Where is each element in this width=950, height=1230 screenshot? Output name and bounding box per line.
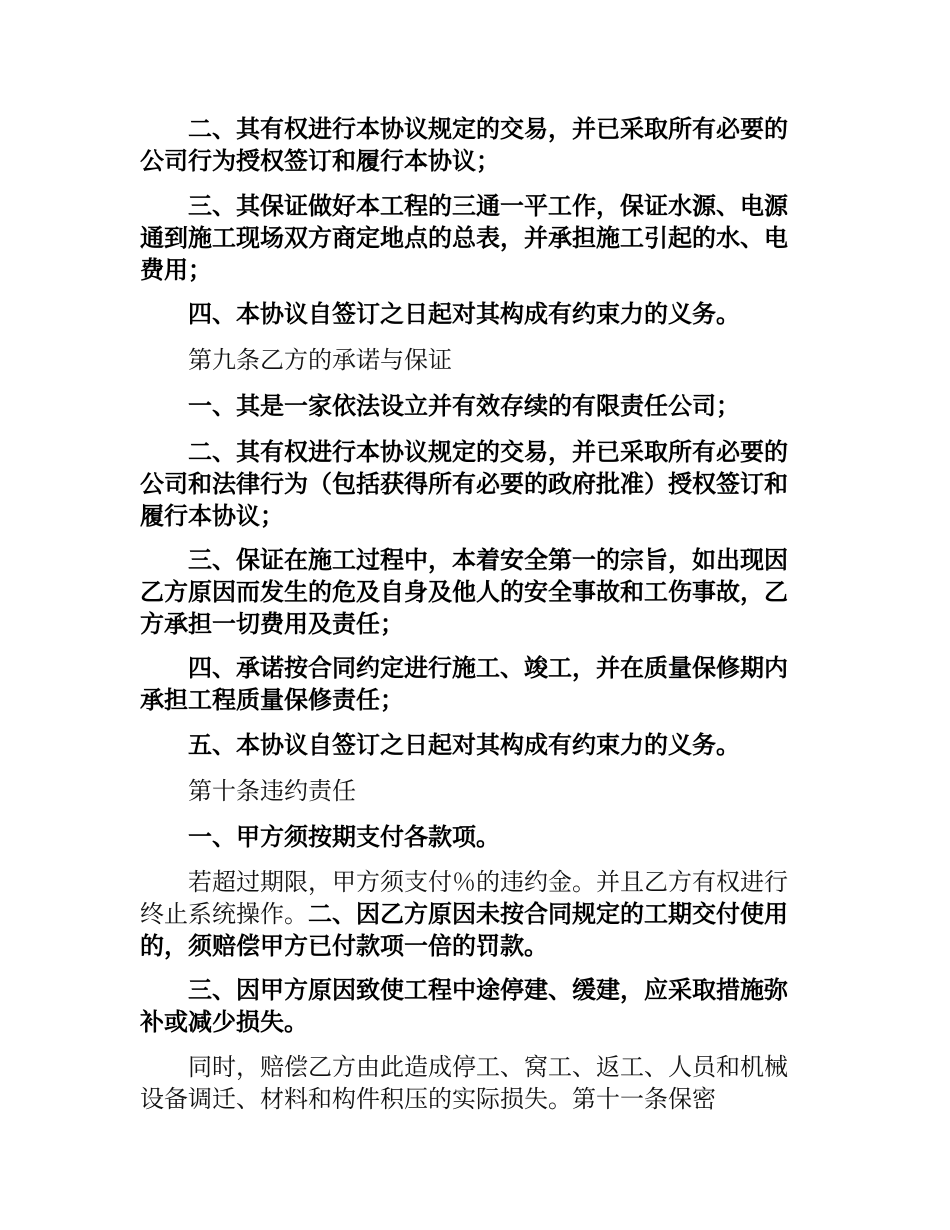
text-line: 同时，赔偿乙方由此造成停工、窝工、返工、人员和机械	[140, 1053, 788, 1081]
text-line: 二、其有权进行本协议规定的交易，并已采取所有必要的	[140, 114, 788, 143]
text-line: 二、其有权进行本协议规定的交易，并已采取所有必要的	[140, 437, 788, 466]
text-line: 四、本协议自签订之日起对其构成有约束力的义务。	[140, 299, 740, 328]
text-line: 一、甲方须按期支付各款项。	[140, 822, 500, 851]
text-line: 方承担一切费用及责任；	[140, 609, 404, 638]
text-line: 四、承诺按合同约定进行施工、竣工，并在质量保修期内	[140, 653, 788, 682]
text-line: 若超过期限，甲方须支付％的违约金。并且乙方有权进行	[140, 868, 788, 896]
text-line: 通到施工现场双方商定地点的总表，并承担施工引起的水、电	[140, 223, 788, 252]
text-line: 三、其保证做好本工程的三通一平工作，保证水源、电源	[140, 191, 788, 220]
text-line: 履行本协议；	[140, 501, 284, 530]
text-line: 五、本协议自签订之日起对其构成有约束力的义务。	[140, 730, 740, 759]
text-line: 费用；	[140, 255, 212, 284]
text-line: 三、因甲方原因致使工程中途停建、缓建，应采取措施弥	[140, 975, 788, 1004]
text-line: 设备调迁、材料和构件积压的实际损失。第十一条保密	[140, 1085, 716, 1113]
text-line: 补或减少损失。	[140, 1007, 308, 1036]
text-segment: 二、因乙方原因未按合同规定的工期交付使用	[308, 899, 788, 928]
text-line: 公司行为授权签订和履行本协议；	[140, 146, 500, 175]
section-heading: 第九条乙方的承诺与保证	[140, 346, 452, 374]
text-line-mixed	[140, 898, 788, 930]
text-line: 的，须赔偿甲方已付款项一倍的罚款。	[140, 931, 548, 960]
text-line: 公司和法律行为（包括获得所有必要的政府批准）授权签订和	[140, 469, 788, 498]
section-heading: 第十条违约责任	[140, 777, 356, 805]
text-line: 乙方原因而发生的危及自身及他人的安全事故和工伤事故，乙	[140, 577, 788, 606]
text-line: 三、保证在施工过程中，本着安全第一的宗旨，如出现因	[140, 545, 788, 574]
text-line: 一、其是一家依法设立并有效存续的有限责任公司；	[140, 391, 740, 420]
text-line: 承担工程质量保修责任；	[140, 685, 404, 714]
text-segment: 终止系统操作。	[140, 900, 308, 928]
